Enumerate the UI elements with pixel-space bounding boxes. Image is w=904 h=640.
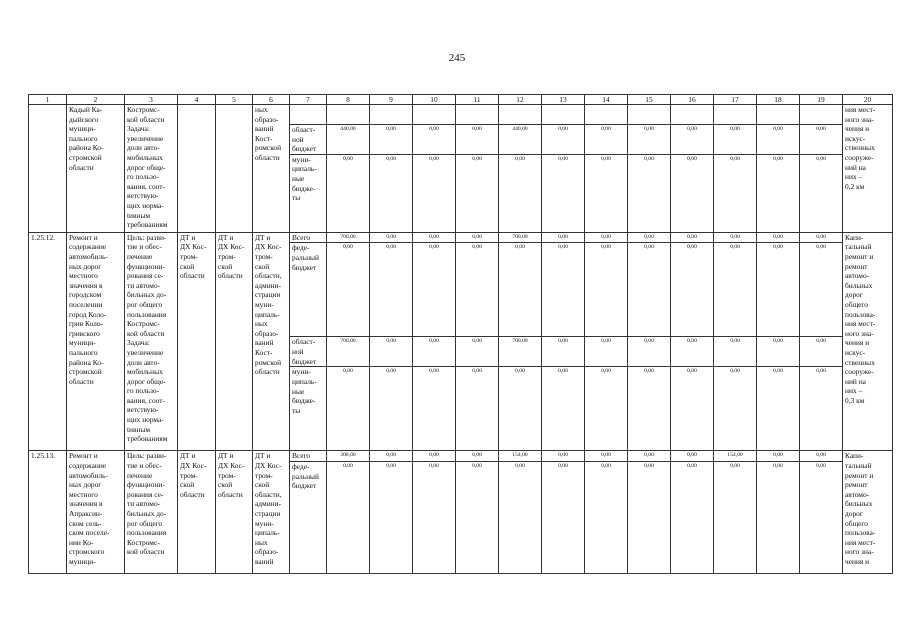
funding-value: 0,00: [628, 461, 671, 573]
co-executor: ДТ и ДХ Кос- тром- ской области: [216, 451, 253, 574]
funding-value: 0,00: [456, 243, 499, 337]
funding-value: 0,00: [800, 337, 843, 367]
funding-value: 308,00: [327, 451, 370, 462]
funding-value: 0,00: [542, 154, 585, 232]
funding-value: 0,00: [671, 154, 714, 232]
funding-source: феде- ральный бюджет: [290, 461, 327, 573]
funding-value: 0,00: [800, 232, 843, 243]
funding-value: 0,00: [542, 232, 585, 243]
funding-value: 0,00: [714, 232, 757, 243]
page-number: 245: [448, 52, 466, 64]
funding-value: 0,00: [413, 337, 456, 367]
funding-value: 0,00: [542, 125, 585, 155]
measure-name: Ремонт и содержание автомобиль- ных дорог местного значения в городском поселении город Коло- грив Коло- гривского муници- пального района Ко- стромской области: [67, 232, 125, 451]
funding-value: 0,00: [370, 451, 413, 462]
column-number: 20: [843, 95, 893, 105]
goal-and-task: Костромс- кой области Задача: увеличение доли авто- мобильных дорог обще- го пользо- вания, соот- ветствую- щих норма- tивным требованиям: [125, 105, 178, 233]
column-number: 3: [125, 95, 178, 105]
funding-value: [671, 105, 714, 125]
funding-value: 0,00: [542, 337, 585, 367]
funding-value: 0,00: [757, 367, 800, 451]
responsible-executor: ДТ и ДХ Кос- тром- ской области: [178, 232, 216, 451]
funding-value: 154,00: [714, 451, 757, 462]
funding-value: 0,00: [800, 243, 843, 337]
funding-value: [370, 105, 413, 125]
funding-value: 0,00: [671, 337, 714, 367]
funding-value: 0,00: [499, 461, 542, 573]
row-number: 1.25.12.: [29, 232, 67, 451]
funding-value: 0,00: [456, 367, 499, 451]
funding-value: 700,00: [499, 232, 542, 243]
funding-value: 700,00: [499, 337, 542, 367]
funding-value: 0,00: [628, 243, 671, 337]
table-body: [29, 105, 893, 574]
funding-value: 0,00: [456, 232, 499, 243]
funding-value: 0,00: [370, 243, 413, 337]
funding-value: 0,00: [327, 367, 370, 451]
participants: ных образо- ваний Кост- ромской области: [253, 105, 290, 233]
funding-value: [628, 105, 671, 125]
column-number: 2: [67, 95, 125, 105]
funding-value: 0,00: [671, 451, 714, 462]
funding-value: 0,00: [800, 125, 843, 155]
funding-value: 0,00: [413, 367, 456, 451]
funding-value: 0,00: [628, 125, 671, 155]
funding-value: 0,00: [714, 154, 757, 232]
funding-value: 0,00: [542, 243, 585, 337]
funding-value: 0,00: [327, 154, 370, 232]
funding-value: 0,00: [413, 451, 456, 462]
funding-value: [800, 105, 843, 125]
funding-source: област- ной бюджет: [290, 337, 327, 367]
funding-value: 0,00: [499, 243, 542, 337]
funding-value: 0,00: [585, 154, 628, 232]
funding-value: 0,00: [714, 367, 757, 451]
funding-value: 440,00: [499, 125, 542, 155]
responsible-executor: [178, 105, 216, 233]
funding-source: Всего: [290, 232, 327, 243]
measure-name: Кадый Ка- дыйского муници- пального района Ко- стромской области: [67, 105, 125, 233]
funding-value: 0,00: [671, 367, 714, 451]
column-number: 18: [757, 95, 800, 105]
funding-value: [413, 105, 456, 125]
funding-value: 0,00: [714, 337, 757, 367]
funding-value: 0,00: [671, 232, 714, 243]
funding-value: 0,00: [714, 243, 757, 337]
funding-value: [757, 105, 800, 125]
funding-value: 0,00: [714, 125, 757, 155]
column-number-row: [29, 95, 893, 105]
funding-value: 0,00: [800, 451, 843, 462]
funding-value: 0,00: [714, 461, 757, 573]
funding-value: 0,00: [413, 125, 456, 155]
funding-value: 0,00: [585, 451, 628, 462]
column-number: 10: [413, 95, 456, 105]
table-row: [29, 105, 893, 125]
funding-value: 0,00: [456, 461, 499, 573]
table-row: [29, 232, 893, 243]
funding-value: 0,00: [413, 154, 456, 232]
column-number: 12: [499, 95, 542, 105]
column-number: 14: [585, 95, 628, 105]
funding-value: 0,00: [456, 125, 499, 155]
funding-value: 0,00: [628, 367, 671, 451]
funding-value: [327, 105, 370, 125]
funding-value: 0,00: [800, 461, 843, 573]
funding-value: 700,00: [327, 337, 370, 367]
funding-value: [456, 105, 499, 125]
funding-value: 0,00: [628, 337, 671, 367]
funding-value: 0,00: [370, 337, 413, 367]
funding-value: 0,00: [628, 451, 671, 462]
funding-value: 0,00: [628, 232, 671, 243]
funding-value: 700,00: [327, 232, 370, 243]
expected-result: Капи- тальный ремонт и ремонт автомо- бильных дорог общего пользова- ния мест- ного зна- чения и: [843, 451, 893, 574]
funding-value: 440,00: [327, 125, 370, 155]
table-row: [29, 451, 893, 462]
funding-value: 0,00: [628, 154, 671, 232]
funding-value: 0,00: [370, 461, 413, 573]
responsible-executor: ДТ и ДХ Кос- тром- ской области: [178, 451, 216, 574]
funding-value: 0,00: [370, 154, 413, 232]
funding-source: област- ной бюджет: [290, 125, 327, 155]
funding-source: [290, 105, 327, 125]
funding-value: 0,00: [800, 367, 843, 451]
column-number: 4: [178, 95, 216, 105]
funding-value: 0,00: [413, 461, 456, 573]
funding-value: 0,00: [585, 125, 628, 155]
funding-value: 0,00: [757, 232, 800, 243]
funding-value: 0,00: [456, 337, 499, 367]
column-number: 5: [216, 95, 253, 105]
funding-value: 0,00: [370, 232, 413, 243]
funding-value: 0,00: [585, 232, 628, 243]
participants: ДТ и ДХ Кос- тром- ской области, админи- страции муни- ципаль- ных образо- ваний: [253, 451, 290, 574]
funding-source: феде- ральный бюджет: [290, 243, 327, 337]
funding-source: Всего: [290, 451, 327, 462]
funding-value: 0,00: [327, 243, 370, 337]
funding-value: 0,00: [671, 461, 714, 573]
funding-value: [542, 105, 585, 125]
measure-name: Ремонт и содержание автомобиль- ных дорог местного значения в Апраксин- ском сель- ском поселе- нии Ко- стромского муници-: [67, 451, 125, 574]
goal-and-task: Цель: разви- тие и обес- печение функциони- рования се- ти автомо- бильных до- рог общего пользования Костромс- кой области Задача: увеличение доли авто- мобильных дорог обще- го пользо- вания, соот- ветствую- щих норма- tивным требованиям: [125, 232, 178, 451]
column-number: 16: [671, 95, 714, 105]
budget-table: [28, 94, 893, 574]
co-executor: ДТ и ДХ Кос- тром- ской области: [216, 232, 253, 451]
column-number: 1: [29, 95, 67, 105]
column-number: 8: [327, 95, 370, 105]
funding-value: 0,00: [499, 154, 542, 232]
funding-source: муни- ципаль- ные бюдже- ты: [290, 367, 327, 451]
column-number: 19: [800, 95, 843, 105]
column-number: 13: [542, 95, 585, 105]
funding-value: 0,00: [456, 154, 499, 232]
funding-value: 0,00: [800, 154, 843, 232]
funding-value: 0,00: [413, 243, 456, 337]
funding-value: 0,00: [757, 451, 800, 462]
funding-value: 0,00: [757, 337, 800, 367]
co-executor: [216, 105, 253, 233]
funding-value: 0,00: [671, 243, 714, 337]
column-number: 7: [290, 95, 327, 105]
funding-value: 0,00: [370, 125, 413, 155]
funding-value: 0,00: [585, 461, 628, 573]
column-number: 17: [714, 95, 757, 105]
funding-value: 0,00: [585, 243, 628, 337]
funding-value: 0,00: [542, 451, 585, 462]
funding-value: 0,00: [370, 367, 413, 451]
column-number: 6: [253, 95, 290, 105]
row-number: [29, 105, 67, 233]
funding-value: 0,00: [413, 232, 456, 243]
funding-source: муни- ципаль- ные бюдже- ты: [290, 154, 327, 232]
funding-value: [499, 105, 542, 125]
column-number: 9: [370, 95, 413, 105]
funding-value: 0,00: [456, 451, 499, 462]
funding-value: 0,00: [757, 154, 800, 232]
funding-value: 0,00: [757, 461, 800, 573]
funding-value: 0,00: [327, 461, 370, 573]
funding-value: 0,00: [585, 337, 628, 367]
funding-value: [714, 105, 757, 125]
funding-value: 0,00: [542, 367, 585, 451]
funding-value: 0,00: [542, 461, 585, 573]
funding-value: 0,00: [585, 367, 628, 451]
goal-and-task: Цель: разви- тие и обес- печение функциони- рования се- ти автомо- бильных до- рог общего пользования Костромс- кой области: [125, 451, 178, 574]
participants: ДТ и ДХ Кос- тром- ской области, админи- страции муни- ципаль- ных образо- ваний Кост- ромской области: [253, 232, 290, 451]
row-number: 1.25.13.: [29, 451, 67, 574]
funding-value: 0,00: [757, 243, 800, 337]
funding-value: 154,00: [499, 451, 542, 462]
funding-value: 0,00: [757, 125, 800, 155]
column-number: 11: [456, 95, 499, 105]
expected-result: Капи- тальный ремонт и ремонт автомо- бильных дорог общего пользова- ния мест- ного зна- чения и искус- ственных сооруже- ний на них – 0,3 км: [843, 232, 893, 451]
funding-value: [585, 105, 628, 125]
funding-value: 0,00: [499, 367, 542, 451]
funding-value: 0,00: [671, 125, 714, 155]
expected-result: ния мест- ного зна- чения и искус- ственных сооруже- ний на них – 0,2 км: [843, 105, 893, 233]
column-number: 15: [628, 95, 671, 105]
